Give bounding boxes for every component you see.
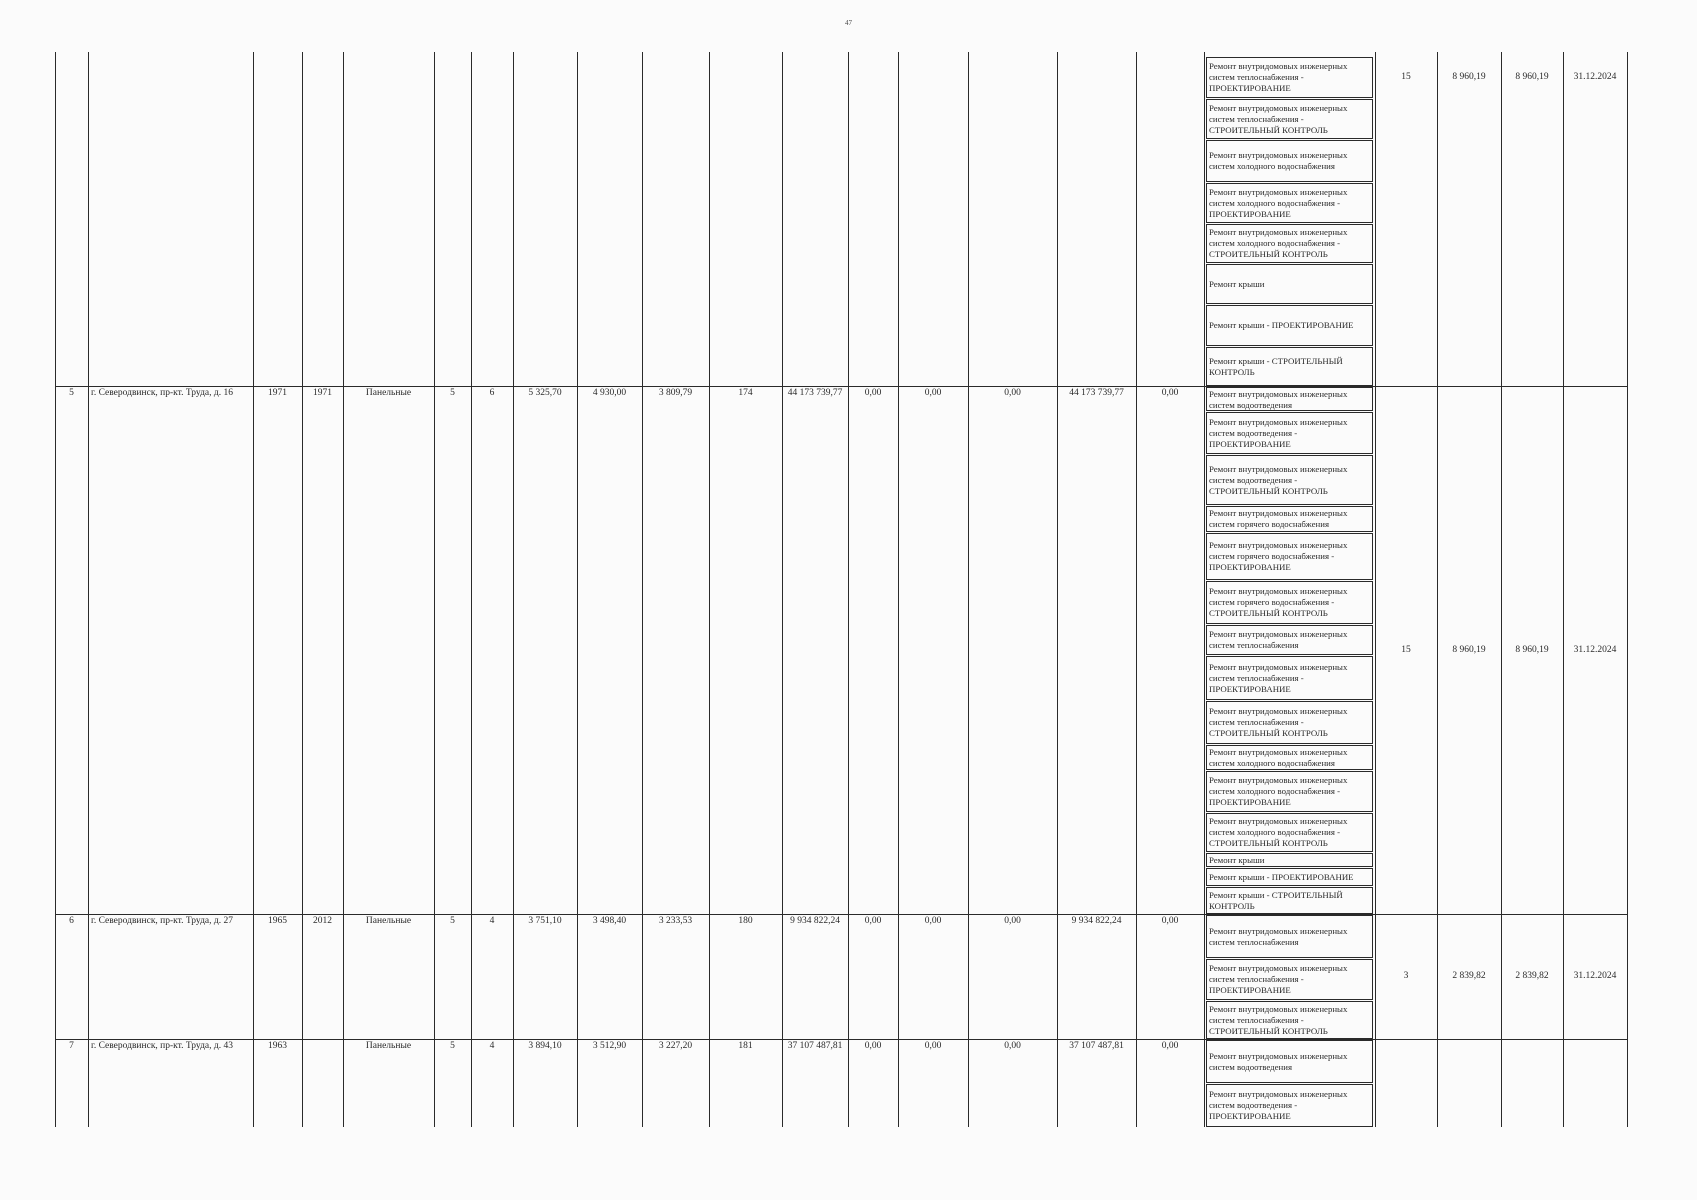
area-total-cell: 3 894,10 xyxy=(528,1041,562,1051)
work-item-line: ПРОЕКТИРОВАНИЕ xyxy=(1209,83,1291,93)
column-divider xyxy=(1627,52,1628,1127)
work-item xyxy=(1206,887,1373,914)
work-item-line: Ремонт крыши xyxy=(1209,279,1265,289)
column-divider xyxy=(848,52,849,1127)
fund-owners-cell: 37 107 487,81 xyxy=(1069,1041,1124,1051)
work-item-line: Ремонт внутридомовых инженерных xyxy=(1209,1051,1348,1061)
fund-local-cell: 0,00 xyxy=(1004,916,1021,926)
area-total-cell: 5 325,70 xyxy=(528,388,562,398)
work-item-line: Ремонт внутридомовых инженерных xyxy=(1209,389,1348,399)
work-item-line: Ремонт внутридомовых инженерных xyxy=(1209,1004,1348,1014)
work-item-line: Ремонт крыши - ПРОЕКТИРОВАНИЕ xyxy=(1209,320,1354,330)
work-item-line: Ремонт внутридомовых инженерных xyxy=(1209,227,1348,237)
year-built-cell: 1963 xyxy=(268,1041,287,1051)
cost-total-cell: 37 107 487,81 xyxy=(787,1041,843,1051)
work-item-line: систем теплоснабжения - xyxy=(1209,673,1304,683)
work-item-line: систем горячего водоснабжения - xyxy=(1209,597,1335,607)
fund-local-cell: 0,00 xyxy=(1004,388,1021,398)
column-divider xyxy=(1375,52,1376,1127)
work-item xyxy=(1206,224,1373,263)
area-residential-cell: 3 227,20 xyxy=(658,1041,693,1051)
area-residential-cell: 3 233,53 xyxy=(658,916,693,926)
work-item-line: систем водоотведения - xyxy=(1209,1100,1298,1110)
work-item-line: Ремонт внутридомовых инженерных xyxy=(1209,629,1348,639)
count-cell: 15 xyxy=(1401,72,1411,82)
work-item-line: систем горячего водоснабжения - xyxy=(1209,551,1335,561)
cost-total-cell: 9 934 822,24 xyxy=(790,916,840,926)
fund-federal-cell: 0,00 xyxy=(864,1041,882,1051)
work-item-line: Ремонт крыши - СТРОИТЕЛЬНЫЙ xyxy=(1209,356,1343,366)
max-unit-cost-cell: 8 960,19 xyxy=(1515,72,1549,82)
work-item xyxy=(1206,99,1373,139)
residents-cell: 181 xyxy=(738,1041,753,1051)
column-divider xyxy=(898,52,899,1127)
wall-material-cell: Панельные xyxy=(365,916,412,926)
work-item-line: систем теплоснабжения xyxy=(1209,640,1299,650)
floors-cell: 5 xyxy=(450,916,455,926)
address-cell: г. Северодвинск, пр-кт. Труда, д. 43 xyxy=(91,1041,233,1051)
work-item xyxy=(1206,959,1373,1000)
fund-regional-cell: 0,00 xyxy=(924,388,942,398)
address-cell: г. Северодвинск, пр-кт. Труда, д. 16 xyxy=(91,388,233,398)
column-divider xyxy=(1437,52,1438,1127)
work-item-line: систем теплоснабжения - xyxy=(1209,114,1304,124)
work-item-line: ПРОЕКТИРОВАНИЕ xyxy=(1209,562,1291,572)
max-unit-cost-cell: 8 960,19 xyxy=(1515,645,1549,655)
work-item-line: систем водоотведения xyxy=(1209,1062,1293,1072)
area-residential-cell: 3 809,79 xyxy=(658,388,693,398)
fund-federal-cell: 0,00 xyxy=(864,388,882,398)
work-item xyxy=(1206,656,1373,700)
column-divider xyxy=(471,52,472,1127)
residents-cell: 180 xyxy=(738,916,753,926)
work-item-line: Ремонт внутридомовых инженерных xyxy=(1209,775,1348,785)
deadline-cell: 31.12.2024 xyxy=(1573,72,1617,82)
fund-other-cell: 0,00 xyxy=(1161,1041,1179,1051)
deadline-cell: 31.12.2024 xyxy=(1573,645,1617,655)
work-item-line: КОНТРОЛЬ xyxy=(1209,901,1255,911)
fund-local-cell: 0,00 xyxy=(1004,1041,1021,1051)
work-item xyxy=(1206,1084,1373,1127)
max-unit-cost-cell: 2 839,82 xyxy=(1515,971,1549,981)
row-divider xyxy=(55,1039,1627,1040)
year-built-cell: 1971 xyxy=(268,388,287,398)
work-item-line: Ремонт внутридомовых инженерных xyxy=(1209,540,1348,550)
work-item xyxy=(1206,305,1373,346)
work-item-line: Ремонт внутридомовых инженерных xyxy=(1209,586,1348,596)
work-item-line: Ремонт внутридомовых инженерных xyxy=(1209,1089,1348,1099)
column-divider xyxy=(709,52,710,1127)
column-divider xyxy=(253,52,254,1127)
work-item-line: Ремонт внутридомовых инженерных xyxy=(1209,150,1348,160)
work-item xyxy=(1206,771,1373,812)
work-item-line: систем теплоснабжения - xyxy=(1209,717,1304,727)
work-item-line: систем горячего водоснабжения xyxy=(1209,519,1330,529)
area-premises-cell: 4 930,00 xyxy=(592,388,627,398)
work-item-line: Ремонт внутридомовых инженерных xyxy=(1209,61,1348,71)
column-divider xyxy=(577,52,578,1127)
work-item-line: Ремонт внутридомовых инженерных xyxy=(1209,706,1348,716)
work-item-line: систем теплоснабжения xyxy=(1209,937,1299,947)
work-item-line: Ремонт внутридомовых инженерных xyxy=(1209,508,1348,518)
year-built-cell: 1965 xyxy=(268,916,287,926)
floors-cell: 5 xyxy=(450,388,455,398)
row-number: 6 xyxy=(69,916,74,926)
fund-other-cell: 0,00 xyxy=(1161,388,1179,398)
work-item xyxy=(1206,387,1373,411)
work-item-line: Ремонт внутридомовых инженерных xyxy=(1209,103,1348,113)
work-item-line: СТРОИТЕЛЬНЫЙ КОНТРОЛЬ xyxy=(1209,125,1328,135)
work-item-line: Ремонт внутридомовых инженерных xyxy=(1209,187,1348,197)
fund-owners-cell: 9 934 822,24 xyxy=(1071,916,1122,926)
fund-regional-cell: 0,00 xyxy=(924,1041,942,1051)
work-item-line: систем холодного водоснабжения - xyxy=(1209,786,1341,796)
work-item xyxy=(1206,1040,1373,1083)
column-divider xyxy=(302,52,303,1127)
wall-material-cell: Панельные xyxy=(365,388,412,398)
work-item xyxy=(1206,868,1373,886)
work-item-line: ПРОЕКТИРОВАНИЕ xyxy=(1209,439,1291,449)
work-item-line: Ремонт внутридомовых инженерных xyxy=(1209,926,1348,936)
work-item-line: СТРОИТЕЛЬНЫЙ КОНТРОЛЬ xyxy=(1209,486,1328,496)
work-item xyxy=(1206,183,1373,223)
work-item-line: систем холодного водоснабжения - xyxy=(1209,827,1341,837)
row-number: 7 xyxy=(69,1041,74,1051)
work-item xyxy=(1206,625,1373,655)
residents-cell: 174 xyxy=(738,388,753,398)
work-item-line: систем теплоснабжения - xyxy=(1209,974,1304,984)
work-item-line: Ремонт внутридомовых инженерных xyxy=(1209,816,1348,826)
unit-cost-cell: 2 839,82 xyxy=(1452,971,1486,981)
work-item-line: СТРОИТЕЛЬНЫЙ КОНТРОЛЬ xyxy=(1209,1026,1328,1036)
entrances-cell: 4 xyxy=(489,1041,495,1051)
floors-cell: 5 xyxy=(450,1041,455,1051)
work-item-line: ПРОЕКТИРОВАНИЕ xyxy=(1209,209,1291,219)
work-item-line: СТРОИТЕЛЬНЫЙ КОНТРОЛЬ xyxy=(1209,728,1328,738)
work-item xyxy=(1206,533,1373,580)
column-divider xyxy=(88,52,89,1127)
work-item-line: систем теплоснабжения - xyxy=(1209,72,1304,82)
row-number: 5 xyxy=(69,388,74,398)
column-divider xyxy=(1501,52,1502,1127)
work-item-line: систем водоотведения - xyxy=(1209,475,1298,485)
column-divider xyxy=(434,52,435,1127)
work-item-line: Ремонт внутридомовых инженерных xyxy=(1209,963,1348,973)
work-item-line: СТРОИТЕЛЬНЫЙ КОНТРОЛЬ xyxy=(1209,838,1328,848)
work-item xyxy=(1206,1001,1373,1039)
column-divider xyxy=(55,52,56,1127)
column-divider xyxy=(343,52,344,1127)
work-item-line: систем холодного водоснабжения xyxy=(1209,161,1335,171)
column-divider xyxy=(1057,52,1058,1127)
work-item xyxy=(1206,506,1373,532)
count-cell: 15 xyxy=(1401,645,1411,655)
row-divider xyxy=(55,386,1627,387)
work-item-line: систем холодного водоснабжения - xyxy=(1209,238,1341,248)
work-item xyxy=(1206,412,1373,454)
area-total-cell: 3 751,10 xyxy=(528,916,562,926)
count-cell: 3 xyxy=(1403,971,1409,981)
area-premises-cell: 3 512,90 xyxy=(592,1041,627,1051)
work-item xyxy=(1206,57,1373,98)
work-item-line: Ремонт внутридомовых инженерных xyxy=(1209,464,1348,474)
fund-owners-cell: 44 173 739,77 xyxy=(1069,388,1124,398)
unit-cost-cell: 8 960,19 xyxy=(1452,645,1486,655)
fund-other-cell: 0,00 xyxy=(1161,916,1179,926)
work-item-line: ПРОЕКТИРОВАНИЕ xyxy=(1209,1111,1291,1121)
address-cell: г. Северодвинск, пр-кт. Труда, д. 27 xyxy=(91,916,233,926)
column-divider xyxy=(1136,52,1137,1127)
year-reconstruction-cell: 1971 xyxy=(313,388,332,398)
column-divider xyxy=(1563,52,1564,1127)
work-item-line: КОНТРОЛЬ xyxy=(1209,367,1255,377)
work-item-line: СТРОИТЕЛЬНЫЙ КОНТРОЛЬ xyxy=(1209,608,1328,618)
column-divider xyxy=(513,52,514,1127)
work-item-line: Ремонт внутридомовых инженерных xyxy=(1209,417,1348,427)
work-item xyxy=(1206,581,1373,624)
column-divider xyxy=(642,52,643,1127)
wall-material-cell: Панельные xyxy=(365,1041,412,1051)
work-item xyxy=(1206,813,1373,852)
work-item xyxy=(1206,745,1373,770)
column-divider xyxy=(782,52,783,1127)
work-item xyxy=(1206,853,1373,867)
fund-regional-cell: 0,00 xyxy=(924,916,942,926)
deadline-cell: 31.12.2024 xyxy=(1573,971,1617,981)
work-item-line: ПРОЕКТИРОВАНИЕ xyxy=(1209,797,1291,807)
work-item-line: систем водоотведения xyxy=(1209,400,1293,410)
unit-cost-cell: 8 960,19 xyxy=(1452,72,1486,82)
work-item-line: Ремонт внутридомовых инженерных xyxy=(1209,747,1348,757)
work-item-line: ПРОЕКТИРОВАНИЕ xyxy=(1209,684,1291,694)
column-divider xyxy=(968,52,969,1127)
work-item xyxy=(1206,915,1373,958)
row-divider xyxy=(55,914,1627,915)
work-item xyxy=(1206,140,1373,182)
cost-total-cell: 44 173 739,77 xyxy=(787,388,843,398)
work-item-line: систем холодного водоснабжения - xyxy=(1209,198,1341,208)
work-item xyxy=(1206,701,1373,744)
work-item xyxy=(1206,264,1373,304)
work-item-line: систем холодного водоснабжения xyxy=(1209,758,1335,768)
work-item-line: Ремонт крыши xyxy=(1209,855,1265,865)
column-divider xyxy=(1204,52,1205,1127)
year-reconstruction-cell: 2012 xyxy=(313,916,332,926)
entrances-cell: 4 xyxy=(489,916,495,926)
work-item xyxy=(1206,455,1373,505)
work-item-line: ПРОЕКТИРОВАНИЕ xyxy=(1209,985,1291,995)
work-item-line: Ремонт внутридомовых инженерных xyxy=(1209,662,1348,672)
work-item-line: систем теплоснабжения - xyxy=(1209,1015,1304,1025)
entrances-cell: 6 xyxy=(489,388,495,398)
work-item xyxy=(1206,347,1373,386)
work-item-line: СТРОИТЕЛЬНЫЙ КОНТРОЛЬ xyxy=(1209,249,1328,259)
area-premises-cell: 3 498,40 xyxy=(592,916,627,926)
fund-federal-cell: 0,00 xyxy=(864,916,882,926)
page-number: 47 xyxy=(845,19,852,27)
work-item-line: систем водоотведения - xyxy=(1209,428,1298,438)
work-item-line: Ремонт крыши - СТРОИТЕЛЬНЫЙ xyxy=(1209,890,1343,900)
work-item-line: Ремонт крыши - ПРОЕКТИРОВАНИЕ xyxy=(1209,872,1354,882)
